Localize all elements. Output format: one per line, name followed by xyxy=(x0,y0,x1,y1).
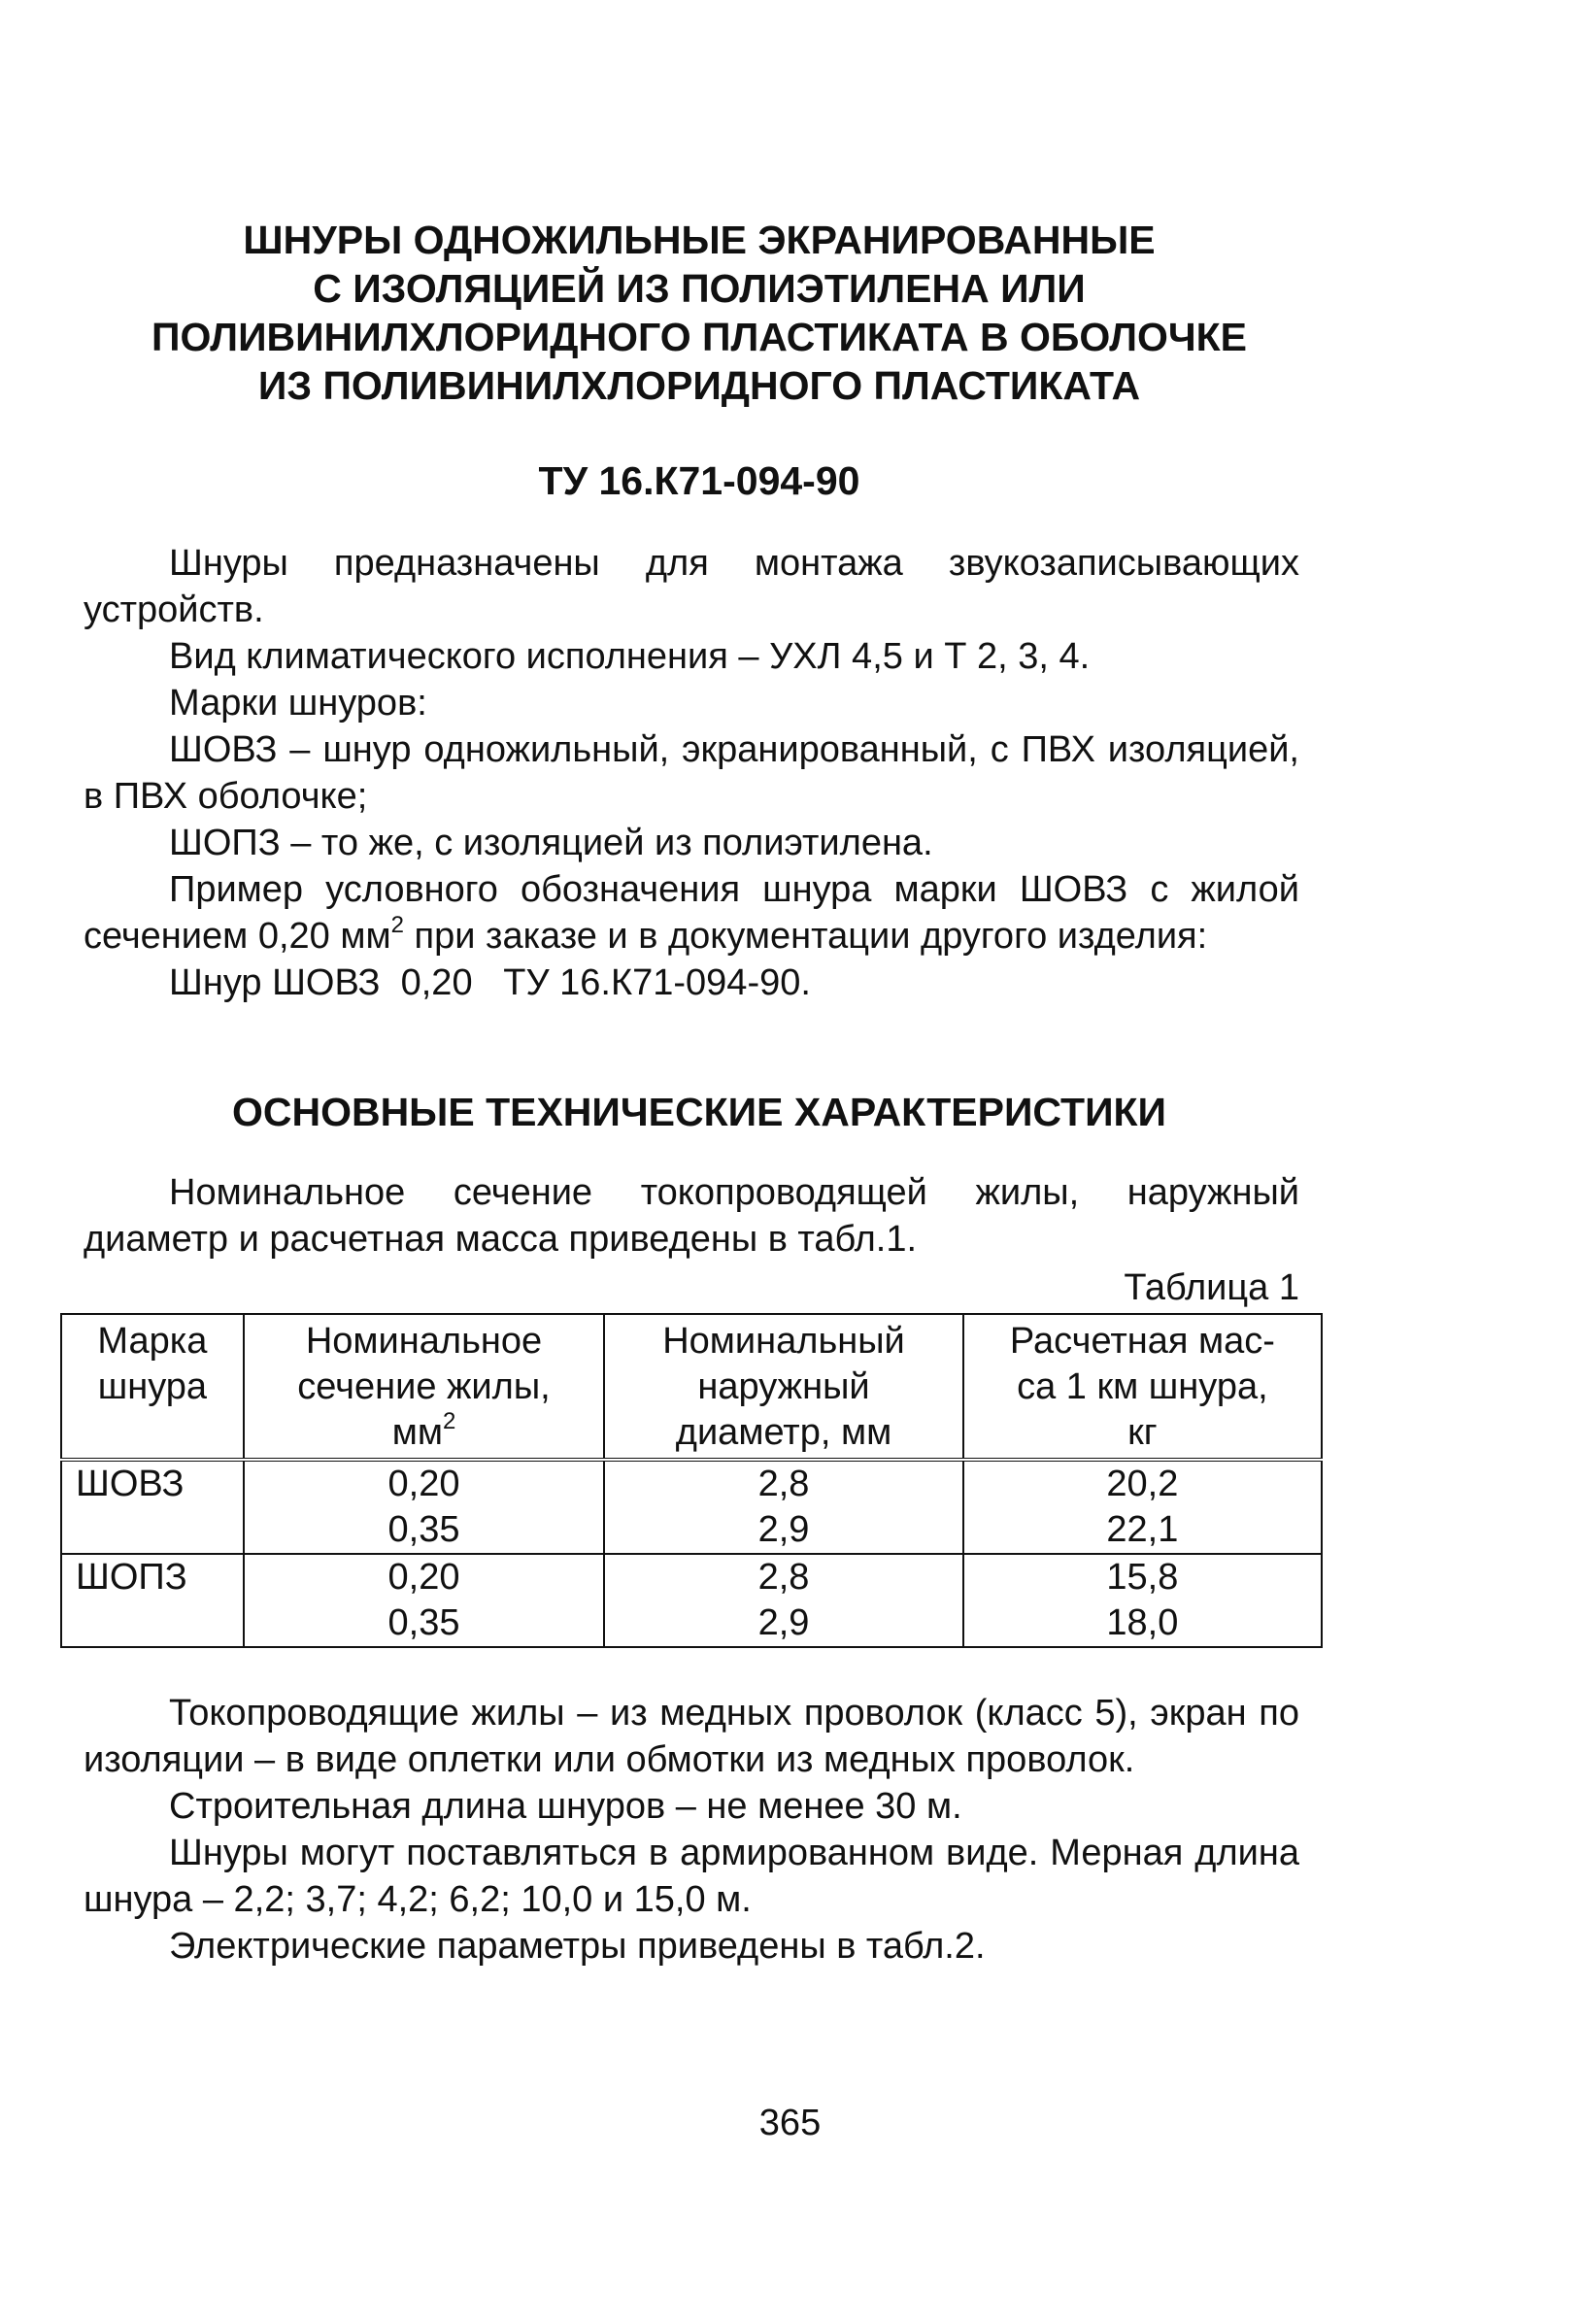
example-text: Пример условного обозначения шнура марки ШОВЗ с жилой сечением 0,20 мм xyxy=(84,869,1299,957)
header-text: Расчетная мас- xyxy=(1009,1321,1275,1362)
document-title xyxy=(97,216,1301,410)
intro-section xyxy=(84,540,1299,1006)
spec-table xyxy=(60,1313,1323,1648)
cell-brand xyxy=(61,1507,244,1554)
cell-diameter: 2,8 xyxy=(604,1554,963,1600)
electrical-paragraph: Электрические параметры приведены в табл.2. xyxy=(169,1926,986,1967)
header-text xyxy=(254,1410,593,1456)
table-header-row xyxy=(61,1314,1322,1460)
table-caption: Таблица 1 xyxy=(1124,1267,1299,1308)
header-diameter xyxy=(604,1314,963,1460)
header-section xyxy=(244,1314,604,1460)
cell-diameter: 2,9 xyxy=(604,1600,963,1647)
unit-text: мм xyxy=(391,1412,443,1453)
header-text: шнура xyxy=(97,1366,208,1407)
cell-diameter: 2,9 xyxy=(604,1507,963,1554)
page-number: 365 xyxy=(758,2103,822,2143)
title-line: ИЗ ПОЛИВИНИЛХЛОРИДНОГО ПЛАСТИКАТА xyxy=(257,363,1141,408)
header-brand xyxy=(61,1314,244,1460)
purpose-paragraph: Шнуры предназначены для монтажа звукозаписывающих устройств. xyxy=(84,543,1299,630)
header-text: са 1 км шнура, xyxy=(1017,1366,1268,1407)
table-row xyxy=(61,1554,1322,1600)
cell-mass: 15,8 xyxy=(963,1554,1322,1600)
header-text: Номинальный xyxy=(662,1321,905,1362)
designation-example: Шнур ШОВЗ 0,20 ТУ 16.К71-094-90. xyxy=(169,962,811,1003)
tu-code: ТУ 16.К71-094-90 xyxy=(538,458,860,503)
title-line: ШНУРЫ ОДНОЖИЛЬНЫЕ ЭКРАНИРОВАННЫЕ xyxy=(243,218,1156,262)
header-text: кг xyxy=(1127,1412,1158,1453)
brand-shop-paragraph: ШОПЗ – то же, с изоляцией из полиэтилена. xyxy=(169,823,933,863)
cell-mass: 20,2 xyxy=(963,1460,1322,1507)
table-intro xyxy=(84,1169,1299,1263)
title-line: ПОЛИВИНИЛХЛОРИДНОГО ПЛАСТИКАТА В ОБОЛОЧКЕ xyxy=(151,315,1248,359)
cell-section: 0,20 xyxy=(244,1460,604,1507)
superscript: 2 xyxy=(442,1408,456,1434)
header-text: диаметр, мм xyxy=(675,1412,892,1453)
length-paragraph: Строительная длина шнуров – не менее 30 м. xyxy=(169,1786,962,1827)
brand-shov-paragraph: ШОВЗ – шнур одножильный, экранированный, с ПВХ изоляцией, в ПВХ оболочке; xyxy=(84,729,1299,817)
superscript: 2 xyxy=(390,912,404,938)
armored-paragraph: Шнуры могут поставляться в армированном виде. Мерная длина шнура – 2,2; 3,7; 4,2; 6,2; 10,0 и 15,0 м. xyxy=(84,1833,1299,1920)
table-row xyxy=(61,1507,1322,1554)
title-line: С ИЗОЛЯЦИЕЙ ИЗ ПОЛИЭТИЛЕНА ИЛИ xyxy=(313,266,1086,311)
cell-mass: 22,1 xyxy=(963,1507,1322,1554)
cell-diameter: 2,8 xyxy=(604,1460,963,1507)
header-text: сечение жилы, xyxy=(297,1366,551,1407)
header-mass xyxy=(963,1314,1322,1460)
example-text: при заказе и в документации другого изделия: xyxy=(403,916,1208,957)
cell-mass: 18,0 xyxy=(963,1600,1322,1647)
table-row xyxy=(61,1460,1322,1507)
cell-section: 0,20 xyxy=(244,1554,604,1600)
conductors-paragraph: Токопроводящие жилы – из медных проволок (класс 5), экран по изоляции – в виде оплетки или обмотки из медных проволок. xyxy=(84,1693,1299,1780)
brands-label: Марки шнуров: xyxy=(169,683,427,724)
cell-section: 0,35 xyxy=(244,1507,604,1554)
section-intro-paragraph: Номинальное сечение токопроводящей жилы, наружный диаметр и расчетная масса приведены в табл.1. xyxy=(84,1172,1299,1260)
header-text: Марка xyxy=(97,1321,208,1362)
section-heading: ОСНОВНЫЕ ТЕХНИЧЕСКИЕ ХАРАКТЕРИСТИКИ xyxy=(231,1090,1167,1134)
cell-brand: ШОПЗ xyxy=(61,1554,244,1600)
example-paragraph xyxy=(84,866,1299,960)
cell-section: 0,35 xyxy=(244,1600,604,1647)
climate-paragraph: Вид климатического исполнения – УХЛ 4,5 и Т 2, 3, 4. xyxy=(169,636,1091,677)
cell-brand: ШОВЗ xyxy=(61,1460,244,1507)
after-table-section xyxy=(84,1690,1299,1970)
table-row xyxy=(61,1600,1322,1647)
header-text: Номинальное xyxy=(305,1321,543,1362)
cell-brand xyxy=(61,1600,244,1647)
header-text: наружный xyxy=(697,1366,870,1407)
